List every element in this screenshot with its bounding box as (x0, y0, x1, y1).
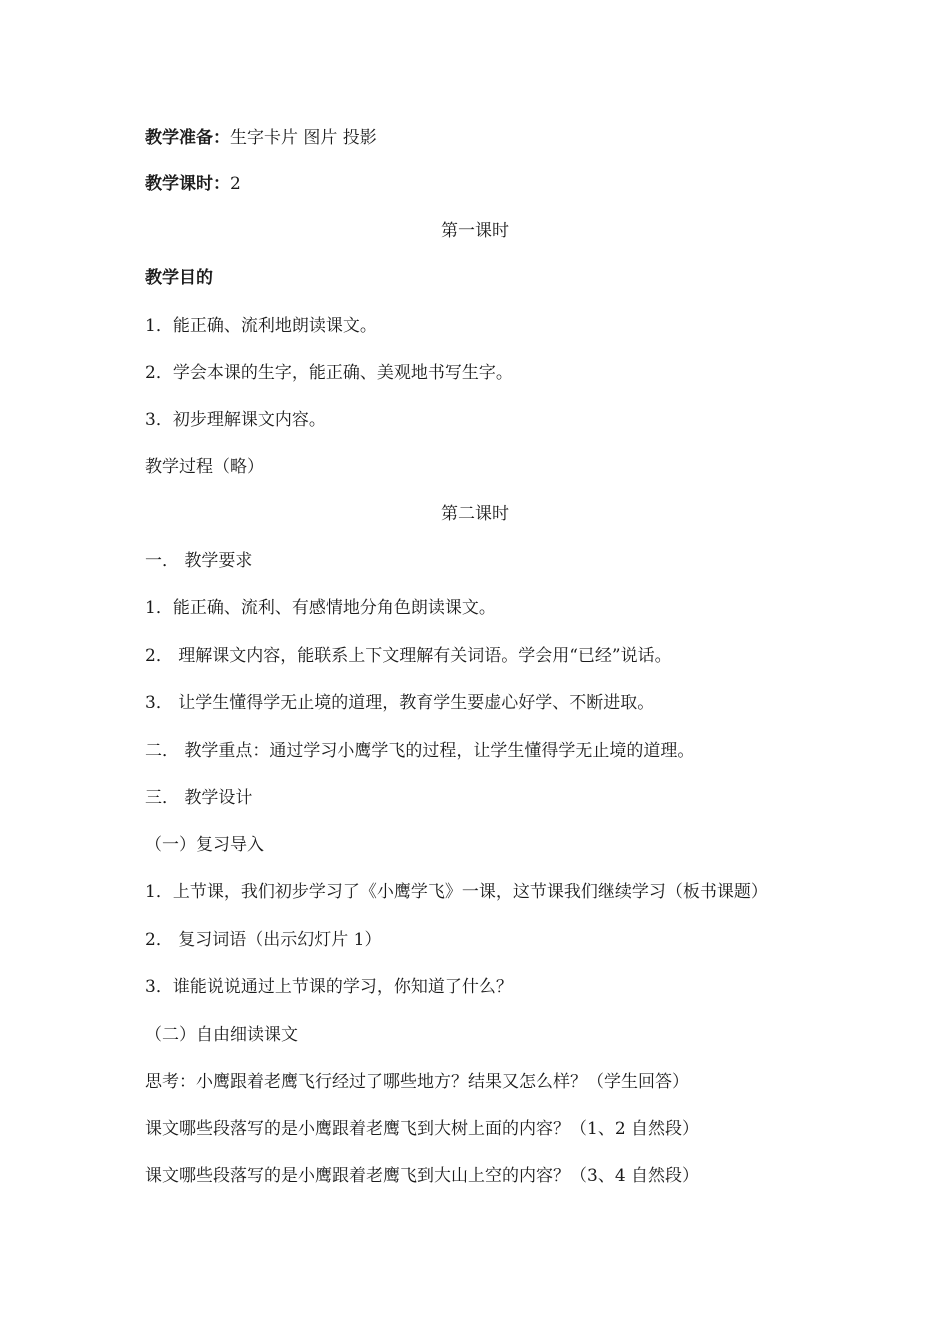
reading-item-3: 课文哪些段落写的是小鹰跟着老鹰飞到大山上空的内容？（3、4 自然段） (145, 1166, 700, 1186)
goal-item-1: 1．能正确、流利地朗读课文。 (145, 316, 377, 336)
design-title: 三． 教学设计 (145, 788, 253, 808)
teaching-prep-label: 教学准备： (145, 128, 230, 148)
teaching-prep-line (145, 126, 377, 150)
requirement-item-2: 2． 理解课文内容，能联系上下文理解有关词语。学会用“已经”说话。 (145, 646, 672, 666)
lesson1-heading: 第一课时 (441, 221, 509, 241)
review-title: （一）复习导入 (145, 835, 264, 855)
reading-item-2: 课文哪些段落写的是小鹰跟着老鹰飞到大树上面的内容？（1、2 自然段） (145, 1119, 700, 1139)
requirement-item-1: 1．能正确、流利、有感情地分角色朗读课文。 (145, 598, 496, 618)
process-line: 教学过程（略） (145, 457, 264, 477)
teaching-prep-value: 生字卡片 图片 投影 (230, 128, 377, 148)
teaching-hours-label: 教学课时： (145, 174, 230, 194)
review-item-1: 1．上节课，我们初步学习了《小鹰学飞》一课，这节课我们继续学习（板书课题） (145, 882, 768, 902)
goals-title: 教学目的 (145, 268, 213, 288)
review-item-2: 2． 复习词语（出示幻灯片 1） (145, 930, 382, 950)
goal-item-3: 3．初步理解课文内容。 (145, 410, 326, 430)
requirement-item-3: 3． 让学生懂得学无止境的道理，教育学生要虚心好学、不断进取。 (145, 693, 655, 713)
requirements-title: 一． 教学要求 (145, 551, 253, 571)
lesson2-heading: 第二课时 (441, 504, 509, 524)
teaching-hours-value: 2 (230, 174, 241, 194)
goal-item-2: 2．学会本课的生字，能正确、美观地书写生字。 (145, 363, 513, 383)
reading-item-1: 思考：小鹰跟着老鹰飞行经过了哪些地方？结果又怎么样？（学生回答） (145, 1072, 689, 1092)
review-item-3: 3．谁能说说通过上节课的学习，你知道了什么？ (145, 977, 513, 997)
teaching-hours-line (145, 172, 241, 196)
reading-title: （二）自由细读课文 (145, 1025, 298, 1045)
key-point-line: 二． 教学重点：通过学习小鹰学飞的过程，让学生懂得学无止境的道理。 (145, 741, 695, 761)
